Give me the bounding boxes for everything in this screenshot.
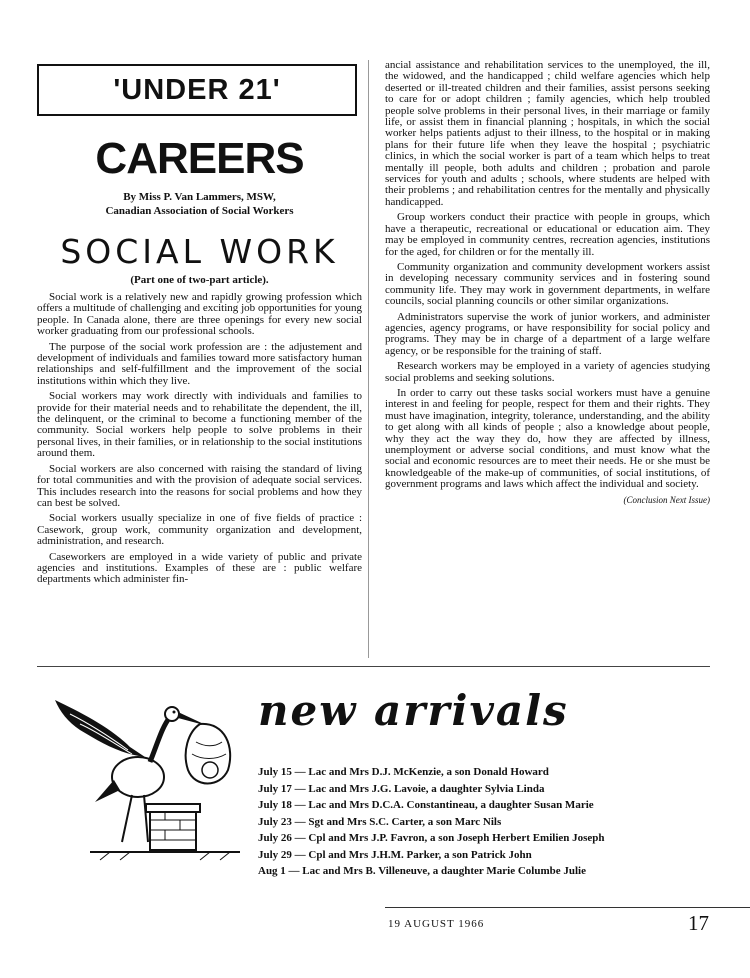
list-item: July 23 — Sgt and Mrs S.C. Carter, a son Marc Nils (258, 815, 502, 828)
paragraph: The purpose of the social work profession are : the adjustement and development of individuals and families toward more satisfactory human relationships and self-fulfillment and the improvement of the social institutions within which they live. (37, 340, 362, 387)
list-item: July 15 — Lac and Mrs D.J. McKenzie, a son Donald Howard (258, 766, 549, 778)
paragraph: Administrators supervise the work of junior workers, and administer agencies, agency programs, or have responsibility for social policy and programs. They may be in charge of a department of a large welfare agency, or be responsible for the training of staff. (385, 310, 710, 357)
page-number: 17 (688, 911, 709, 935)
paragraph: Caseworkers are employed in a wide variety of public and private agencies and institutions. Examples of these are : public welfare departments which administer fin- (37, 550, 362, 586)
stork-illustration (50, 692, 240, 862)
title-box (37, 64, 357, 116)
footer-rule (385, 907, 750, 908)
issue-date: 19 AUGUST 1966 (388, 918, 485, 930)
list-item: July 29 — Cpl and Mrs J.H.M. Parker, a son Patrick John (258, 848, 532, 861)
list-item: July 18 — Lac and Mrs D.C.A. Constantineau, a daughter Susan Marie (258, 799, 594, 811)
column-divider (368, 60, 369, 658)
box-title: 'UNDER 21' (113, 73, 281, 106)
paragraph: Research workers may be employed in a variety of agencies studying social problems and seeking solutions. (385, 360, 710, 384)
paragraph: Social workers usually specialize in one of five fields of practice : Casework, group work, community organization and development, administration, and research. (37, 512, 362, 548)
byline-org: Canadian Association of Social Workers (105, 205, 294, 217)
paragraph: Social work is a relatively new and rapidly growing profession which offers a multitude of challenging and exciting job opportunities for young people. In Canada alone, there are three openings for every new social worker graduating from our professional schools. (37, 291, 362, 338)
paragraph: ancial assistance and rehabilitation services to the unemployed, the ill, the widowed, and the handicapped ; child welfare agencies which help deserted or ill-treated children and their families, assist persons seeking to care for or adopt children ; family agencies, which help troubled people solve problems in their personal lives, in their marriage or family life, or assist them in financial planning ; hospitals, in which the social worker helps patients adjust to their illness, to the hospital or in making plans for their future life when they leave the hospital ; psychiatric clinics, in which the social worker is part of a team which helps to treat mentally ill people, both adults and children ; probation and parole services for youth and adults ; schools, where students are helped with their problems ; and rehabilitation centres for the mentally and physically handicapped. (385, 59, 710, 208)
paragraph: In order to carry out these tasks social workers must have a genuine interest in and feeling for people, respect for them and their rights. They must have imagination, integrity, tolerance, understanding, and the ability to get along with all kinds of people ; also a knowledge about people, why they act the way they do, how they are affected by illness, unemployment or adverse social conditions, and must know what the social and economic resources are to meet their needs. He or she must be knowledgeable of the make-up of communities, of social institutions, of government programs and laws which affect the individual and society. (385, 386, 710, 491)
right-column (385, 60, 710, 510)
paragraph: Social workers are also concerned with raising the standard of living for total communities and with the provision of adequate social services. This includes research into the reasons for social problems and how they can best be solved. (37, 462, 362, 509)
byline-author: By Miss P. Van Lammers, MSW, (123, 191, 276, 203)
list-item: July 26 — Cpl and Mrs J.P. Favron, a son Joseph Herbert Emilien Joseph (258, 832, 605, 844)
headline: CAREERS (95, 134, 304, 183)
paragraph: Group workers conduct their practice with people in groups, which have a therapeutic, recreational or educational or education aim. They may be employed in community centres, recreation agencies, institutions for the aged, for children or for the mentally ill. (385, 211, 710, 258)
conclusion-note: (Conclusion Next Issue) (623, 494, 710, 505)
paragraph: Social workers may work directly with individuals and families to provide for their material needs and to rehabilitate the dependent, the ill, the delinquent, or the criminal to become a functioning member of the community. Social workers help people to solve problems in their personal lives, in their families, or in relationship to the social institutions around them. (37, 390, 362, 460)
list-item: Aug 1 — Lac and Mrs B. Villeneuve, a daughter Marie Columbe Julie (258, 865, 586, 877)
section-divider (37, 666, 710, 667)
section-title: SOCIAL WORK (60, 232, 339, 271)
arrivals-title: new arrivals (258, 686, 569, 735)
left-column (37, 60, 362, 590)
list-item: July 17 — Lac and Mrs J.G. Lavoie, a daughter Sylvia Linda (258, 782, 545, 795)
section-subtitle: (Part one of two-part article). (130, 274, 269, 286)
paragraph: Community organization and community development workers assist in developing necessary community services and in fostering sound community life. They may work in government departments, in welfare councils, social planning councils or other similar organizations. (385, 260, 710, 308)
arrivals-list (258, 764, 728, 880)
